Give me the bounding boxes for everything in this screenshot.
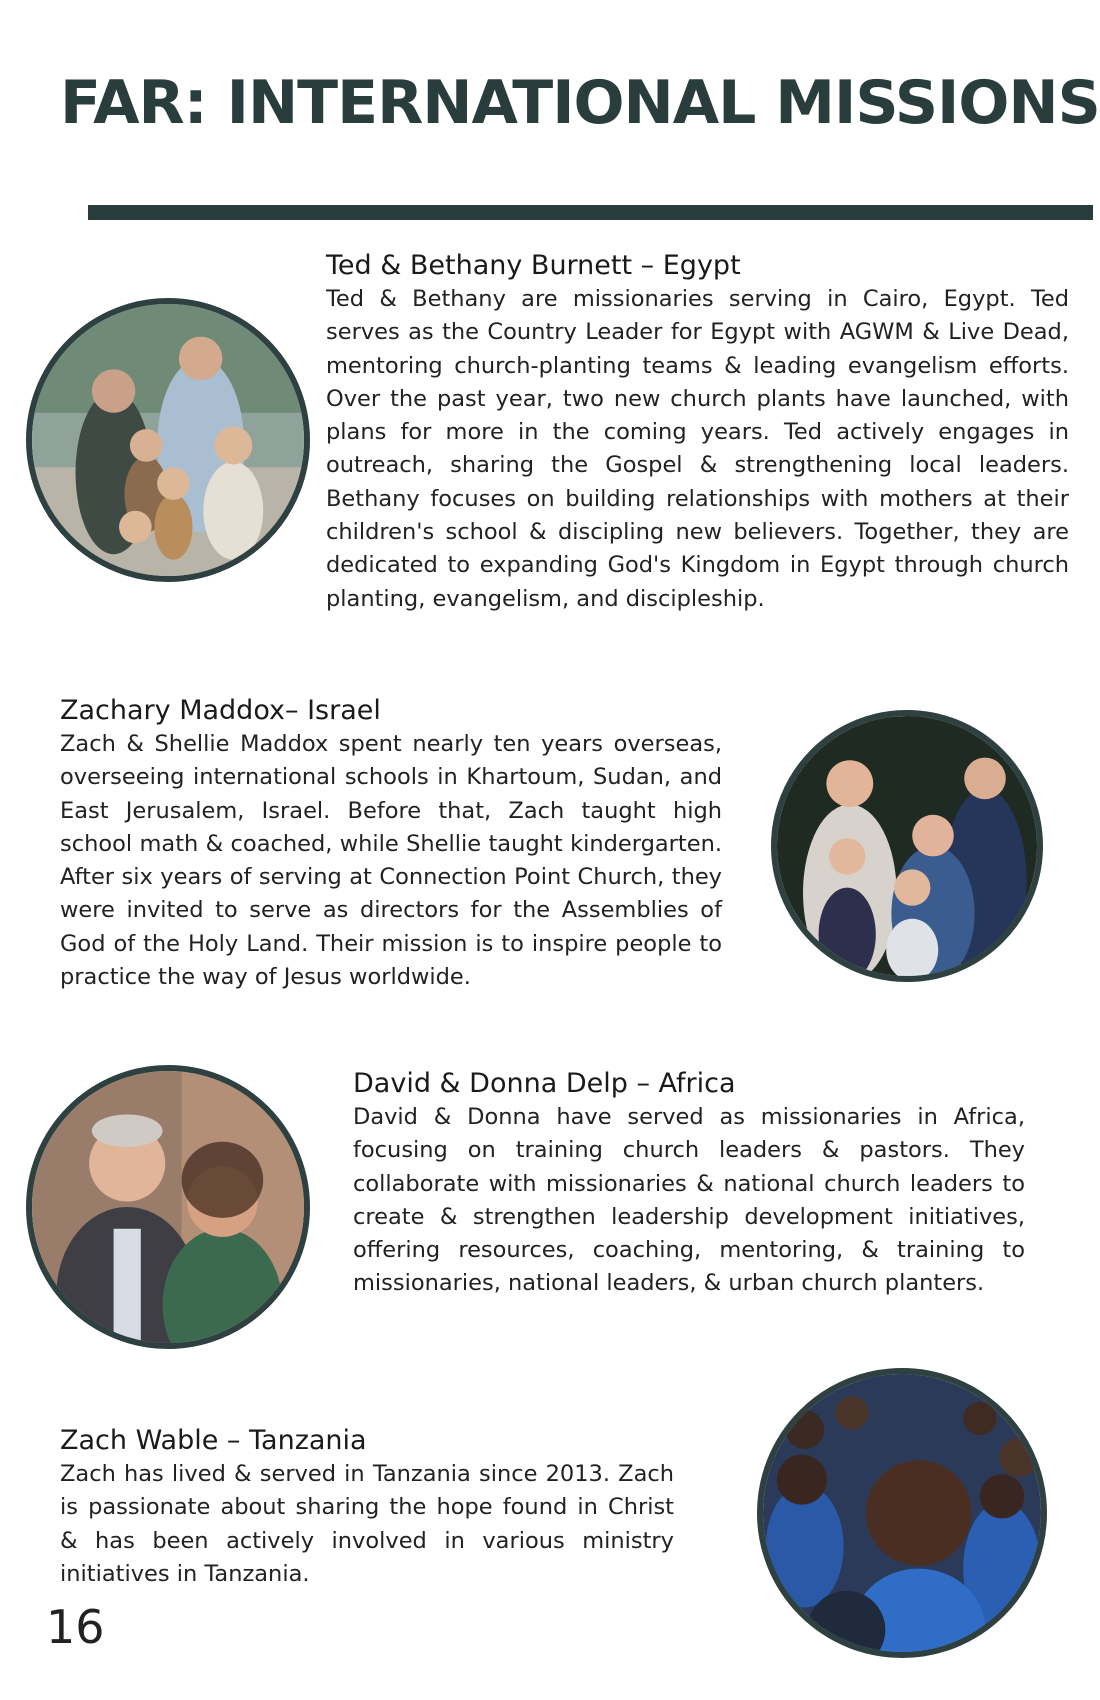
- missionary-heading: Ted & Bethany Burnett – Egypt: [326, 250, 741, 281]
- title-divider: [88, 205, 1093, 220]
- delp-couple-photo: [26, 1065, 310, 1349]
- missionary-description: David & Donna have served as missionaries in Africa, focusing on training church leaders & pastors. They collaborate with missionaries & national church leaders to create & strengthen leadership development initiatives, offering resources, coaching, mentoring, & training to missionaries, national leaders, & urban church planters.: [353, 1104, 1025, 1297]
- missionary-entry-maddox: [60, 695, 722, 994]
- missionary-heading: Zachary Maddox– Israel: [60, 695, 381, 726]
- page-number: 16: [46, 1600, 105, 1654]
- missionary-heading: Zach Wable – Tanzania: [60, 1425, 367, 1456]
- missionary-entry-delp: [353, 1068, 1025, 1301]
- missionary-heading: David & Donna Delp – Africa: [353, 1068, 736, 1099]
- tanzania-children-photo: [757, 1368, 1047, 1658]
- maddox-family-photo: [771, 710, 1043, 982]
- page-title: FAR: INTERNATIONAL MISSIONS: [60, 68, 1100, 138]
- missionary-entry-burnett: [326, 250, 1069, 616]
- burnett-family-photo: [26, 298, 310, 582]
- missionary-description: Zach & Shellie Maddox spent nearly ten years overseas, overseeing international schools in Khartoum, Sudan, and East Jerusalem, Israel. Before that, Zach taught high school math & coached, while Shellie taught kindergarten. After six years of serving at Connection Point Church, they were invited to serve as directors for the Assemblies of God of the Holy Land. Their mission is to inspire people to practice the way of Jesus worldwide.: [60, 731, 722, 991]
- missionary-description: Ted & Bethany are missionaries serving in Cairo, Egypt. Ted serves as the Country Leader for Egypt with AGWM & Live Dead, mentoring church-planting teams & leading evangelism efforts. Over the past year, two new church plants have launched, with plans for more in the coming years. Ted actively engages in outreach, sharing the Gospel & strengthening local leaders. Bethany focuses on building relationships with mothers at their children's school & discipling new believers. Together, they are dedicated to expanding God's Kingdom in Egypt through church planting, evangelism, and discipleship.: [326, 286, 1069, 612]
- missionary-description: Zach has lived & served in Tanzania since 2013. Zach is passionate about sharing the hope found in Christ & has been actively involved in various ministry initiatives in Tanzania.: [60, 1461, 674, 1587]
- missionary-entry-wable: [60, 1425, 674, 1591]
